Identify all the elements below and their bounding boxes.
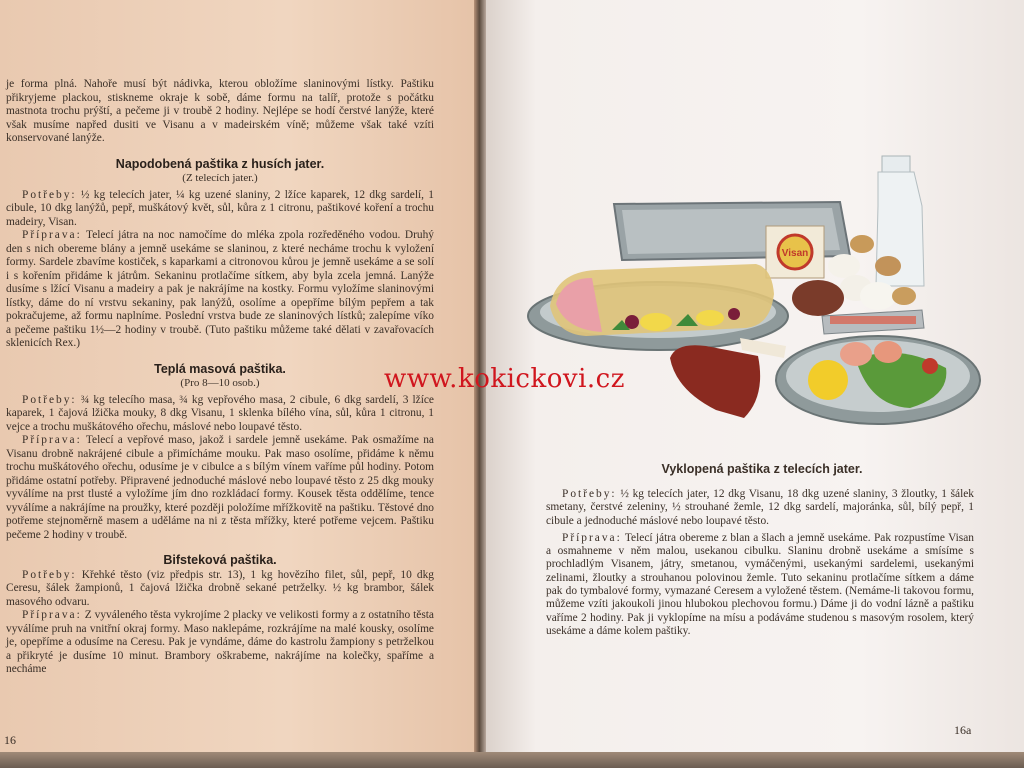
ingredients-text: ½ kg telecích jater, 12 dkg Visanu, 18 dkg uzené slaniny, 3 žloutky, 1 šálek smetany, čerstvé zeleniny, ½ strouhané žemle, 12 dkg sardelí, majoránka, sůl, bílý pepř, 1 cibule a jednoduché máslové nebo loupavé těsto. bbox=[546, 488, 975, 527]
recipe-subtitle-2: (Pro 8—10 osob.) bbox=[180, 377, 260, 389]
method-label: Příprava: bbox=[562, 531, 622, 544]
recipe-title-2: Teplá masová paštika. bbox=[154, 361, 286, 376]
recipe-1-ingredients bbox=[6, 189, 434, 230]
right-text-column bbox=[546, 488, 974, 642]
illustration-caption: Vyklopená paštika z telecích jater. bbox=[661, 462, 863, 476]
right-ingredients bbox=[546, 488, 974, 528]
method-text: Telecí játra na noc namočíme do mléka zpola rozředěného vodou. Druhý den s nich obereme blány a jemně usekáme se slaninou, z které necháme trochu k vyložení formy. Sardele zbavíme kostiček, s kaparkami a citronovou kůrou je jemně usekáme a se solí i s kořením přidáme k játrům. Sekaninu protlačíme sítkem, aby byla zcela jemná. Lanýže dusíme s lžící Visanu a madeiry a pak je nakrájíme na kostky. Formu vyložíme slaninovými lístky, dáme do ní vrstvu sekaniny, pak lanýžů, osolíme a opepříme bílým pepřem a tak pokračujeme, až formu naplníme. Poslední vrstva bude ze slaninových lístků; zalepíme víko a pečeme paštiku 1½—2 hodiny v troubě. (Tuto paštiku můžeme také dělati v zavařovacích sklenicích Rex.) bbox=[6, 229, 434, 349]
method-label: Příprava: bbox=[22, 434, 82, 446]
recipe-2-method bbox=[6, 434, 434, 542]
method-text: Z vyváleného těsta vykrojíme 2 placky ve velikosti formy a z ostatního těsta vyválíme pruh na vnitřní okraj formy. Maso naklepáme, rozkrájíme na malé kousky, osolíme je, opepříme a odusíme na Ceresu. Pak je vyndáme, dáme do kastrolu žampiony s petrželkou a přikryté je dusíme 10 minut. Brambory oškrabeme, nakrájíme na kolečky, spaříme a necháme bbox=[6, 609, 434, 675]
recipe-2-ingredients bbox=[6, 394, 434, 435]
ingredients-label: Potřeby: bbox=[562, 488, 617, 500]
recipe-1-method bbox=[6, 229, 434, 351]
watermark-text: www.kokickovi.cz bbox=[384, 364, 625, 394]
book-bottom-edge bbox=[0, 752, 1024, 768]
ham-icon bbox=[670, 345, 760, 418]
page-number-right: 16a bbox=[954, 723, 972, 737]
page-number-left: 16 bbox=[4, 733, 16, 747]
method-label: Příprava: bbox=[22, 609, 82, 621]
ingredients-label: Potřeby: bbox=[22, 188, 77, 201]
recipe-3-ingredients bbox=[6, 569, 434, 610]
method-text: Telecí a vepřové maso, jakož i sardele jemně usekáme. Pak osmažíme na Visanu drobně nakrájené cibule a přimícháme mouku. Pak maso osolíme, přidáme k němu trochu muškátového ořechu, odusíme je v cibulce a s bílým vínem vaříme půl hodiny. Potom přidáme ostatní potřeby. Připravené jednoduché máslové nebo loupavé těsto z 25 dkg mouky vyválíme na prst tlusté a vyložíme jím dno rozkládací formy. Kousek těsta oddělíme, tence vyválíme a nakrájíme na proužky, které později položíme mřížkovitě na paštiku. Těstové dno potřeme stejnoměrně masem a uděláme na ni z těsta mřížky, které potřeme vejcem. Paštiku pečeme 2 hodiny v troubě. bbox=[6, 434, 434, 541]
right-method bbox=[546, 532, 974, 638]
bottle-icon bbox=[882, 156, 910, 172]
sausage-icon bbox=[792, 280, 844, 316]
lemon-icon bbox=[640, 313, 672, 331]
ingredients-text: ¾ kg telecího masa, ¾ kg vepřového masa, 2 cibule, 6 dkg sardelí, 3 lžíce kaparek, 1 čajová lžička mouky, 8 dkg Visanu, 1 sklenka bílého vína, sůl, kůra 1 citronu, 1 vejce a trochu muškátového ořechu, máslové nebo loupavé těsto. bbox=[6, 393, 434, 433]
potato-icon bbox=[850, 235, 874, 253]
visan-box-label: Visan bbox=[781, 248, 809, 259]
recipe-title-1: Napodobená paštika z husích jater. bbox=[115, 156, 325, 171]
method-text: Telecí játra obereme z blan a šlach a jemně usekáme. Pak rozpustíme Visan a osmahneme v něm malou, usekanou cibulku. Slaninu drobně usekáme a smísíme s prochladlým Visanem, játry, smetanou, vymáčenými, usekanými sardelemi, usekanými zelinami, žloutky a strouhanou polovinou žemle. Tuto sekaninu protlačíme sítkem a dáme pak do tymbalové formy, vymazané Ceresem a vyložené těstem. (Nemáme-li takovou formu, můžeme vzíti jakoukoli jinou hlubokou plechovou formu.) Dáme ji do vodní lázně a paštiku vaříme 2 hodiny. Pak ji vyklopíme na mísu a podáváme studenou s masovým rosolem, který usekáme a dáme kolem paštiky. bbox=[546, 531, 974, 637]
intro-paragraph: je forma plná. Nahoře musí být nádivka, kterou obložíme slaninovými lístky. Paštiku přikryjeme plackou, stiskneme okraje k sobě, dáme formu na talíř, protože s počátku mastnota trochu prýští, a pečeme ji v troubě 2 hodiny. Nejlépe se hodí čerstvé lanýže, které však musíme napřed dusiti ve Visanu a v madeirském víně; můžeme však také vzíti konservované lanýže. bbox=[6, 78, 434, 144]
egg-icon bbox=[828, 254, 860, 278]
recipe-title-3: Bifsteková paštika. bbox=[163, 553, 277, 567]
egg-yolk-icon bbox=[808, 360, 848, 400]
ingredients-label: Potřeby: bbox=[22, 568, 77, 581]
ingredients-text: Křehké těsto (viz předpis str. 13), 1 kg hovězího filet, sůl, pepř, 10 dkg Ceresu, šálek žampionů, 1 čajová lžička drobně sekané petrželky. ½ kg brambor, šálek masového odvaru. bbox=[6, 568, 434, 608]
ingredients-text: ½ kg telecích jater, ¼ kg uzené slaniny, 2 lžíce kaparek, 12 dkg sardelí, 1 cibule, 10 dkg lanýžů, pepř, muškátový květ, sůl, kůra z 1 citronu, paštikové koření a trochu madeiry, Visan. bbox=[6, 188, 434, 228]
recipe-3-method bbox=[6, 609, 434, 677]
recipe-subtitle-1: (Z telecích jater.) bbox=[182, 172, 258, 184]
left-text-column bbox=[6, 78, 434, 677]
ingredients-label: Potřeby: bbox=[22, 393, 77, 406]
method-label: Příprava: bbox=[22, 229, 82, 241]
